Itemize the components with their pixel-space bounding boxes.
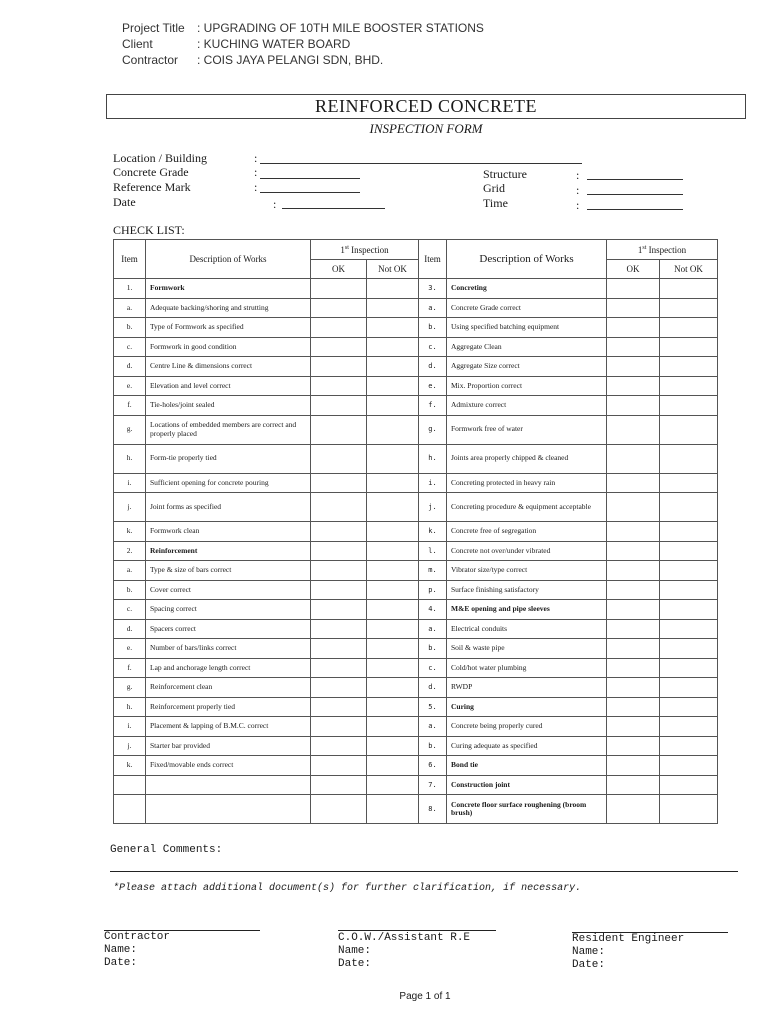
left-not-ok-checkbox[interactable] bbox=[367, 795, 419, 824]
left-item-number bbox=[114, 795, 146, 824]
left-not-ok-checkbox[interactable] bbox=[367, 337, 419, 357]
table-row bbox=[114, 619, 718, 639]
left-not-ok-checkbox[interactable] bbox=[367, 619, 419, 639]
table-row bbox=[114, 541, 718, 561]
left-ok-checkbox[interactable] bbox=[311, 775, 367, 795]
right-item-number: e. bbox=[419, 376, 447, 396]
right-not-ok-checkbox[interactable] bbox=[660, 775, 718, 795]
right-item-number: 8. bbox=[419, 795, 447, 824]
right-item-number: m. bbox=[419, 561, 447, 581]
left-not-ok-checkbox[interactable] bbox=[367, 736, 419, 756]
left-description: Fixed/movable ends correct bbox=[146, 756, 311, 776]
left-ok-checkbox[interactable] bbox=[311, 473, 367, 493]
left-item-number: g. bbox=[114, 415, 146, 444]
left-description: Form-tie properly tied bbox=[146, 444, 311, 473]
left-not-ok-checkbox[interactable] bbox=[367, 717, 419, 737]
comments-line[interactable] bbox=[110, 871, 738, 872]
left-item-number: 2. bbox=[114, 541, 146, 561]
left-item-number: a. bbox=[114, 561, 146, 581]
left-item-number: 1. bbox=[114, 279, 146, 299]
general-comments-label: General Comments: bbox=[110, 844, 223, 856]
item-header: Item bbox=[114, 240, 146, 279]
left-not-ok-checkbox[interactable] bbox=[367, 522, 419, 542]
checklist-table bbox=[113, 239, 718, 824]
table-row bbox=[114, 279, 718, 299]
right-description: Joints area properly chipped & cleaned bbox=[447, 444, 607, 473]
right-item-number: g. bbox=[419, 415, 447, 444]
right-not-ok-checkbox[interactable] bbox=[660, 717, 718, 737]
right-ok-checkbox[interactable] bbox=[607, 279, 660, 299]
cow-signature-line[interactable] bbox=[338, 930, 496, 931]
re-role: Resident Engineer bbox=[572, 933, 685, 945]
right-ok-checkbox[interactable] bbox=[607, 493, 660, 522]
left-description: Type of Formwork as specified bbox=[146, 318, 311, 338]
left-description: Reinforcement properly tied bbox=[146, 697, 311, 717]
time-label: Time bbox=[483, 196, 508, 210]
right-description: Vibrator size/type correct bbox=[447, 561, 607, 581]
left-ok-checkbox[interactable] bbox=[311, 678, 367, 698]
left-ok-checkbox[interactable] bbox=[311, 658, 367, 678]
right-description: Concrete Grade correct bbox=[447, 298, 607, 318]
left-description: Sufficient opening for concrete pouring bbox=[146, 473, 311, 493]
right-item-number: d. bbox=[419, 678, 447, 698]
right-not-ok-checkbox[interactable] bbox=[660, 522, 718, 542]
time-colon: : bbox=[576, 198, 580, 212]
right-description: Construction joint bbox=[447, 775, 607, 795]
right-ok-checkbox[interactable] bbox=[607, 736, 660, 756]
table-row bbox=[114, 522, 718, 542]
re-signature-block bbox=[572, 933, 684, 972]
reference-colon: : bbox=[254, 180, 258, 194]
right-not-ok-checkbox[interactable] bbox=[660, 600, 718, 620]
right-item-number: b. bbox=[419, 736, 447, 756]
date-label: Date bbox=[113, 195, 136, 209]
attachment-note: *Please attach additional document(s) for further clarification, if necessary. bbox=[113, 883, 582, 894]
project-title-label: Project Title bbox=[122, 21, 185, 35]
cow-role: C.O.W./Assistant R.E bbox=[338, 932, 471, 944]
concrete-grade-field[interactable] bbox=[260, 178, 360, 179]
left-item-number: c. bbox=[114, 600, 146, 620]
left-ok-checkbox[interactable] bbox=[311, 298, 367, 318]
table-row bbox=[114, 795, 718, 824]
left-not-ok-checkbox[interactable] bbox=[367, 396, 419, 416]
left-ok-checkbox[interactable] bbox=[311, 580, 367, 600]
right-description: M&E opening and pipe sleeves bbox=[447, 600, 607, 620]
right-not-ok-checkbox[interactable] bbox=[660, 795, 718, 824]
right-item-number: 7. bbox=[419, 775, 447, 795]
left-ok-checkbox[interactable] bbox=[311, 318, 367, 338]
contractor-label: Contractor bbox=[122, 53, 179, 67]
left-not-ok-checkbox[interactable] bbox=[367, 318, 419, 338]
right-ok-checkbox[interactable] bbox=[607, 639, 660, 659]
right-item-number: h. bbox=[419, 444, 447, 473]
left-not-ok-checkbox[interactable] bbox=[367, 279, 419, 299]
right-description: Concrete free of segregation bbox=[447, 522, 607, 542]
left-not-ok-checkbox[interactable] bbox=[367, 376, 419, 396]
re-name: Name: bbox=[572, 946, 606, 958]
project-header bbox=[122, 20, 484, 68]
right-ok-checkbox[interactable] bbox=[607, 357, 660, 377]
right-item-number: 4. bbox=[419, 600, 447, 620]
table-row bbox=[114, 415, 718, 444]
left-description: Joint forms as specified bbox=[146, 493, 311, 522]
right-not-ok-checkbox[interactable] bbox=[660, 279, 718, 299]
right-not-ok-checkbox[interactable] bbox=[660, 561, 718, 581]
right-not-ok-checkbox[interactable] bbox=[660, 357, 718, 377]
left-item-number: g. bbox=[114, 678, 146, 698]
left-description: Centre Line & dimensions correct bbox=[146, 357, 311, 377]
description-header-right: Description of Works bbox=[447, 240, 607, 279]
right-description: Concreting protected in heavy rain bbox=[447, 473, 607, 493]
left-ok-checkbox[interactable] bbox=[311, 697, 367, 717]
contractor-signature-block bbox=[104, 931, 170, 970]
table-row bbox=[114, 717, 718, 737]
left-description bbox=[146, 775, 311, 795]
left-ok-checkbox[interactable] bbox=[311, 541, 367, 561]
right-item-number: c. bbox=[419, 658, 447, 678]
ok-header-right: OK bbox=[607, 260, 660, 279]
left-ok-checkbox[interactable] bbox=[311, 396, 367, 416]
right-not-ok-checkbox[interactable] bbox=[660, 541, 718, 561]
table-row bbox=[114, 775, 718, 795]
left-item-number: k. bbox=[114, 756, 146, 776]
grid-field[interactable] bbox=[587, 194, 683, 195]
left-description: Reinforcement bbox=[146, 541, 311, 561]
description-header: Description of Works bbox=[146, 240, 311, 279]
right-item-number: k. bbox=[419, 522, 447, 542]
right-description: Formwork free of water bbox=[447, 415, 607, 444]
right-description: Concrete not over/under vibrated bbox=[447, 541, 607, 561]
checklist-heading: CHECK LIST: bbox=[113, 223, 185, 237]
right-not-ok-checkbox[interactable] bbox=[660, 580, 718, 600]
right-ok-checkbox[interactable] bbox=[607, 473, 660, 493]
cow-date: Date: bbox=[338, 958, 372, 970]
table-row bbox=[114, 357, 718, 377]
left-ok-checkbox[interactable] bbox=[311, 756, 367, 776]
left-ok-checkbox[interactable] bbox=[311, 795, 367, 824]
left-item-number: e. bbox=[114, 639, 146, 659]
left-item-number: i. bbox=[114, 473, 146, 493]
right-ok-checkbox[interactable] bbox=[607, 795, 660, 824]
left-not-ok-checkbox[interactable] bbox=[367, 775, 419, 795]
left-ok-checkbox[interactable] bbox=[311, 619, 367, 639]
right-item-number: f. bbox=[419, 396, 447, 416]
left-item-number: d. bbox=[114, 619, 146, 639]
right-not-ok-checkbox[interactable] bbox=[660, 337, 718, 357]
left-description bbox=[146, 795, 311, 824]
left-not-ok-checkbox[interactable] bbox=[367, 444, 419, 473]
left-not-ok-checkbox[interactable] bbox=[367, 357, 419, 377]
left-ok-checkbox[interactable] bbox=[311, 522, 367, 542]
left-description: Spacers correct bbox=[146, 619, 311, 639]
right-not-ok-checkbox[interactable] bbox=[660, 678, 718, 698]
right-ok-checkbox[interactable] bbox=[607, 318, 660, 338]
table-row bbox=[114, 580, 718, 600]
page-number: Page 1 of 1 bbox=[399, 991, 451, 1002]
right-item-number: 5. bbox=[419, 697, 447, 717]
time-field[interactable] bbox=[587, 209, 683, 210]
ok-header: OK bbox=[311, 260, 367, 279]
right-description: Soil & waste pipe bbox=[447, 639, 607, 659]
table-row bbox=[114, 473, 718, 493]
left-description: Locations of embedded members are correct and properly placed bbox=[146, 415, 311, 444]
not-ok-header-right: Not OK bbox=[660, 260, 718, 279]
left-not-ok-checkbox[interactable] bbox=[367, 639, 419, 659]
right-not-ok-checkbox[interactable] bbox=[660, 473, 718, 493]
right-not-ok-checkbox[interactable] bbox=[660, 318, 718, 338]
right-ok-checkbox[interactable] bbox=[607, 775, 660, 795]
grid-label: Grid bbox=[483, 181, 505, 195]
grid-colon: : bbox=[576, 183, 580, 197]
table-row bbox=[114, 337, 718, 357]
structure-colon: : bbox=[576, 168, 580, 182]
left-description: Formwork clean bbox=[146, 522, 311, 542]
contractor-name: Name: bbox=[104, 944, 138, 956]
right-description: Aggregate Size correct bbox=[447, 357, 607, 377]
right-ok-checkbox[interactable] bbox=[607, 717, 660, 737]
form-subtitle: INSPECTION FORM bbox=[369, 121, 483, 136]
right-item-number: a. bbox=[419, 298, 447, 318]
not-ok-header: Not OK bbox=[367, 260, 419, 279]
table-row bbox=[114, 493, 718, 522]
right-description: Concrete floor surface roughening (broom brush) bbox=[447, 795, 607, 824]
reference-mark-label: Reference Mark bbox=[113, 180, 191, 194]
left-item-number: d. bbox=[114, 357, 146, 377]
left-ok-checkbox[interactable] bbox=[311, 337, 367, 357]
left-item-number: e. bbox=[114, 376, 146, 396]
left-ok-checkbox[interactable] bbox=[311, 415, 367, 444]
left-description: Adequate backing/shoring and strutting bbox=[146, 298, 311, 318]
right-not-ok-checkbox[interactable] bbox=[660, 756, 718, 776]
left-item-number: b. bbox=[114, 318, 146, 338]
left-description: Cover correct bbox=[146, 580, 311, 600]
left-description: Formwork bbox=[146, 279, 311, 299]
left-item-number: i. bbox=[114, 717, 146, 737]
table-row bbox=[114, 736, 718, 756]
right-ok-checkbox[interactable] bbox=[607, 415, 660, 444]
location-colon: : bbox=[254, 151, 258, 165]
left-item-number: f. bbox=[114, 396, 146, 416]
table-row bbox=[114, 697, 718, 717]
table-row bbox=[114, 639, 718, 659]
left-item-number: j. bbox=[114, 736, 146, 756]
left-description: Elevation and level correct bbox=[146, 376, 311, 396]
right-description: Aggregate Clean bbox=[447, 337, 607, 357]
right-not-ok-checkbox[interactable] bbox=[660, 376, 718, 396]
form-title: REINFORCED CONCRETE bbox=[314, 96, 537, 116]
right-description: Bond tie bbox=[447, 756, 607, 776]
right-ok-checkbox[interactable] bbox=[607, 580, 660, 600]
cow-name: Name: bbox=[338, 945, 372, 957]
right-description: Surface finishing satisfactory bbox=[447, 580, 607, 600]
table-row bbox=[114, 561, 718, 581]
left-item-number: b. bbox=[114, 580, 146, 600]
left-description: Tie-holes/joint sealed bbox=[146, 396, 311, 416]
right-item-number: b. bbox=[419, 318, 447, 338]
right-ok-checkbox[interactable] bbox=[607, 376, 660, 396]
concrete-grade-label: Concrete Grade bbox=[113, 165, 189, 179]
left-not-ok-checkbox[interactable] bbox=[367, 580, 419, 600]
table-row bbox=[114, 376, 718, 396]
right-ok-checkbox[interactable] bbox=[607, 396, 660, 416]
item-header-right: Item bbox=[419, 240, 447, 279]
right-ok-checkbox[interactable] bbox=[607, 697, 660, 717]
left-not-ok-checkbox[interactable] bbox=[367, 697, 419, 717]
left-not-ok-checkbox[interactable] bbox=[367, 756, 419, 776]
left-not-ok-checkbox[interactable] bbox=[367, 415, 419, 444]
left-description: Placement & lapping of B.M.C. correct bbox=[146, 717, 311, 737]
first-inspection-header-right: 1st Inspection bbox=[607, 240, 718, 260]
right-description: Admixture correct bbox=[447, 396, 607, 416]
left-ok-checkbox[interactable] bbox=[311, 376, 367, 396]
right-item-number: l. bbox=[419, 541, 447, 561]
client-value: : KUCHING WATER BOARD bbox=[197, 37, 351, 51]
right-ok-checkbox[interactable] bbox=[607, 756, 660, 776]
location-label: Location / Building bbox=[113, 151, 207, 165]
structure-field[interactable] bbox=[587, 179, 683, 180]
right-ok-checkbox[interactable] bbox=[607, 678, 660, 698]
right-item-number: a. bbox=[419, 619, 447, 639]
right-description: RWDP bbox=[447, 678, 607, 698]
left-not-ok-checkbox[interactable] bbox=[367, 561, 419, 581]
contractor-role: Contractor bbox=[104, 931, 171, 943]
left-not-ok-checkbox[interactable] bbox=[367, 678, 419, 698]
right-not-ok-checkbox[interactable] bbox=[660, 619, 718, 639]
table-row bbox=[114, 600, 718, 620]
left-not-ok-checkbox[interactable] bbox=[367, 541, 419, 561]
right-description: Concreting bbox=[447, 279, 607, 299]
left-item-number: f. bbox=[114, 658, 146, 678]
right-ok-checkbox[interactable] bbox=[607, 600, 660, 620]
left-not-ok-checkbox[interactable] bbox=[367, 473, 419, 493]
left-not-ok-checkbox[interactable] bbox=[367, 658, 419, 678]
left-item-number: j. bbox=[114, 493, 146, 522]
right-not-ok-checkbox[interactable] bbox=[660, 444, 718, 473]
date-colon: : bbox=[273, 197, 277, 211]
left-not-ok-checkbox[interactable] bbox=[367, 600, 419, 620]
right-item-number: a. bbox=[419, 717, 447, 737]
right-ok-checkbox[interactable] bbox=[607, 619, 660, 639]
client-label: Client bbox=[122, 37, 153, 51]
right-not-ok-checkbox[interactable] bbox=[660, 396, 718, 416]
left-description: Type & size of bars correct bbox=[146, 561, 311, 581]
right-not-ok-checkbox[interactable] bbox=[660, 415, 718, 444]
cow-signature-block bbox=[338, 932, 470, 971]
left-ok-checkbox[interactable] bbox=[311, 561, 367, 581]
right-description: Curing adequate as specified bbox=[447, 736, 607, 756]
right-not-ok-checkbox[interactable] bbox=[660, 697, 718, 717]
left-ok-checkbox[interactable] bbox=[311, 639, 367, 659]
table-row bbox=[114, 678, 718, 698]
date-field[interactable] bbox=[282, 208, 385, 209]
left-item-number: h. bbox=[114, 697, 146, 717]
right-ok-checkbox[interactable] bbox=[607, 522, 660, 542]
left-ok-checkbox[interactable] bbox=[311, 717, 367, 737]
left-ok-checkbox[interactable] bbox=[311, 357, 367, 377]
right-description: Curing bbox=[447, 697, 607, 717]
first-inspection-header: 1st Inspection bbox=[311, 240, 419, 260]
table-row bbox=[114, 756, 718, 776]
right-not-ok-checkbox[interactable] bbox=[660, 736, 718, 756]
left-description: Formwork in good condition bbox=[146, 337, 311, 357]
contractor-date: Date: bbox=[104, 957, 138, 969]
right-item-number: d. bbox=[419, 357, 447, 377]
left-ok-checkbox[interactable] bbox=[311, 279, 367, 299]
project-title-value: : UPGRADING OF 10TH MILE BOOSTER STATIONS bbox=[197, 21, 484, 35]
right-item-number: i. bbox=[419, 473, 447, 493]
left-item-number: a. bbox=[114, 298, 146, 318]
right-description: Concrete being properly cured bbox=[447, 717, 607, 737]
right-not-ok-checkbox[interactable] bbox=[660, 639, 718, 659]
table-row bbox=[114, 318, 718, 338]
right-item-number: c. bbox=[419, 337, 447, 357]
structure-label: Structure bbox=[483, 167, 527, 181]
left-item-number bbox=[114, 775, 146, 795]
grade-colon: : bbox=[254, 165, 258, 179]
left-ok-checkbox[interactable] bbox=[311, 444, 367, 473]
left-item-number: c. bbox=[114, 337, 146, 357]
right-not-ok-checkbox[interactable] bbox=[660, 298, 718, 318]
left-item-number: h. bbox=[114, 444, 146, 473]
left-ok-checkbox[interactable] bbox=[311, 493, 367, 522]
table-row bbox=[114, 444, 718, 473]
left-description: Spacing correct bbox=[146, 600, 311, 620]
right-ok-checkbox[interactable] bbox=[607, 541, 660, 561]
left-not-ok-checkbox[interactable] bbox=[367, 298, 419, 318]
right-ok-checkbox[interactable] bbox=[607, 298, 660, 318]
re-date: Date: bbox=[572, 959, 606, 971]
right-description: Mix. Proportion correct bbox=[447, 376, 607, 396]
left-ok-checkbox[interactable] bbox=[311, 736, 367, 756]
left-not-ok-checkbox[interactable] bbox=[367, 493, 419, 522]
table-row bbox=[114, 658, 718, 678]
table-row bbox=[114, 396, 718, 416]
reference-mark-field[interactable] bbox=[260, 192, 360, 193]
left-description: Starter bar provided bbox=[146, 736, 311, 756]
right-item-number: p. bbox=[419, 580, 447, 600]
right-not-ok-checkbox[interactable] bbox=[660, 658, 718, 678]
left-description: Reinforcement clean bbox=[146, 678, 311, 698]
contractor-value: : COIS JAYA PELANGI SDN, BHD. bbox=[197, 53, 384, 67]
left-description: Number of bars/links correct bbox=[146, 639, 311, 659]
location-field[interactable] bbox=[260, 163, 582, 164]
left-description: Lap and anchorage length correct bbox=[146, 658, 311, 678]
right-item-number: 6. bbox=[419, 756, 447, 776]
right-item-number: j. bbox=[419, 493, 447, 522]
right-not-ok-checkbox[interactable] bbox=[660, 493, 718, 522]
right-item-number: 3. bbox=[419, 279, 447, 299]
right-ok-checkbox[interactable] bbox=[607, 561, 660, 581]
right-ok-checkbox[interactable] bbox=[607, 658, 660, 678]
right-description: Cold/hot water plumbing bbox=[447, 658, 607, 678]
left-ok-checkbox[interactable] bbox=[311, 600, 367, 620]
right-item-number: b. bbox=[419, 639, 447, 659]
right-description: Electrical conduits bbox=[447, 619, 607, 639]
right-ok-checkbox[interactable] bbox=[607, 444, 660, 473]
right-ok-checkbox[interactable] bbox=[607, 337, 660, 357]
table-header-row bbox=[114, 240, 718, 260]
table-row bbox=[114, 298, 718, 318]
right-description: Using specified batching equipment bbox=[447, 318, 607, 338]
right-description: Concreting procedure & equipment acceptable bbox=[447, 493, 607, 522]
left-item-number: k. bbox=[114, 522, 146, 542]
